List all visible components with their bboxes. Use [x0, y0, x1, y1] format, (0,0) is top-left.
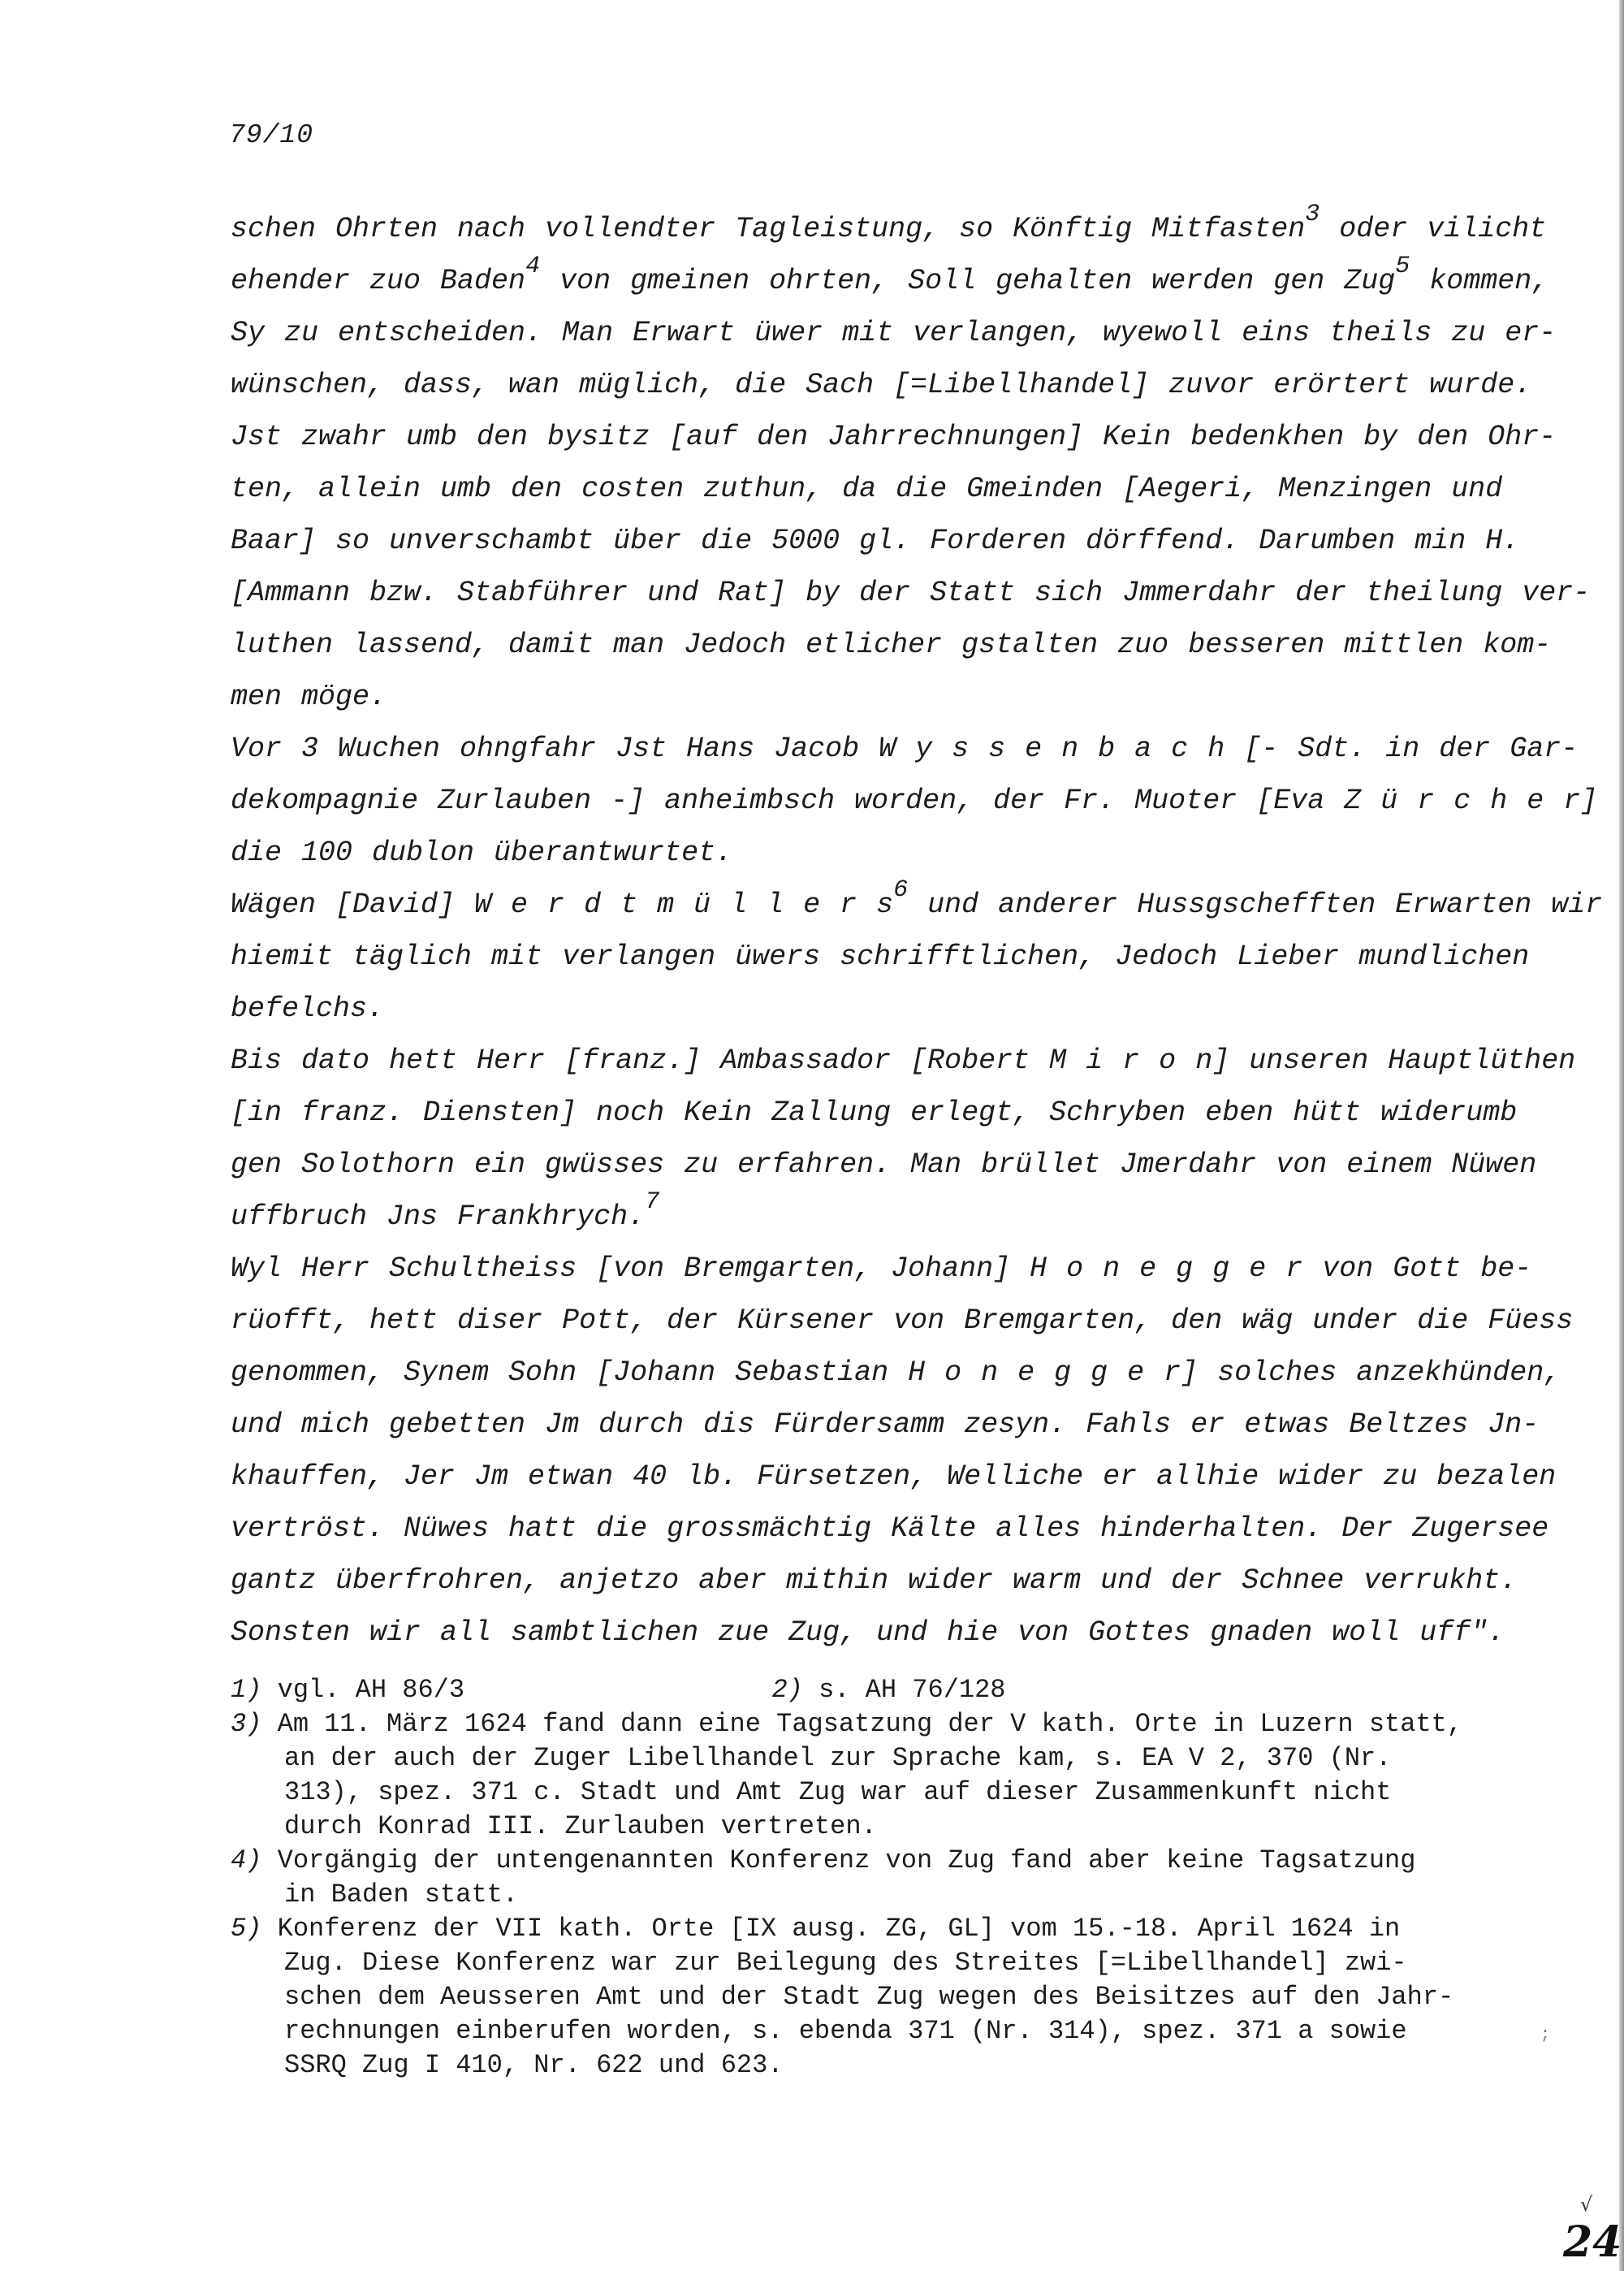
footnote-number: 3) — [231, 1709, 262, 1739]
text-segment: die 100 dublon überantwurtet. — [231, 837, 733, 869]
text-line — [231, 515, 1520, 567]
footnote-text: durch Konrad III. Zurlauben vertreten. — [284, 1811, 877, 1841]
footnote-text: Konferenz der VII kath. Orte [IX ausg. ZG, GL] vom 15.-18. April 1624 in — [277, 1914, 1401, 1944]
footnotes — [231, 1673, 1530, 2083]
text-line — [231, 1188, 1505, 1243]
footnote-marker: 3 — [1305, 201, 1320, 228]
text-line — [231, 201, 1547, 255]
text-segment: kommen, — [1410, 265, 1549, 297]
text-segment: genommen, Synem Sohn [Johann Sebastian H o n e g g e r] solches anzekhünden, — [231, 1356, 1561, 1389]
footnote-text: 313), spez. 371 c. Stadt und Amt Zug war auf dieser Zusammenkunft nicht — [284, 1777, 1392, 1807]
text-segment: hiemit täglich mit verlangen üwers schrifftlichen, Jedoch Lieber mundlichen — [231, 941, 1530, 973]
text-line — [231, 1607, 1505, 1659]
footnote-list — [231, 1707, 1530, 2083]
footnote-row-1-2 — [231, 1673, 1530, 1707]
text-segment: Sy zu entscheiden. Man Erwart üwer mit verlangen, wyewoll eins theils zu er- — [231, 317, 1557, 349]
text-segment: oder vilicht — [1320, 213, 1547, 245]
text-segment: Wyl Herr Schultheiss [von Bremgarten, Johann] H o n e g g e r von Gott be- — [231, 1252, 1532, 1285]
text-segment: Vor 3 Wuchen ohngfahr Jst Hans Jacob W y s s e n b a c h [- Sdt. in der Gar- — [231, 733, 1579, 765]
footnote-text: schen dem Aeusseren Amt und der Stadt Zug wegen des Beisitzes auf den Jahr- — [284, 1982, 1454, 2012]
text-segment: rüofft, hett diser Pott, der Kürsener von Bremgarten, den wäg under die Füess — [231, 1304, 1574, 1337]
text-line — [231, 1555, 1518, 1607]
text-segment: [Ammann bzw. Stabführer und Rat] by der Statt sich Jmmerdahr der theilung ver- — [231, 577, 1591, 609]
text-line — [231, 983, 1505, 1035]
footnote-number: 5) — [231, 1914, 262, 1944]
text-line — [231, 619, 1552, 671]
text-segment: Baar] so unverschambt über die 5000 gl. Forderen dörffend. Darumben min H. — [231, 525, 1520, 557]
text-line — [231, 1295, 1574, 1347]
footnote-text: vgl. AH 86/3 — [277, 1675, 465, 1705]
text-line — [231, 723, 1579, 775]
scan-right-edge — [1619, 0, 1624, 2271]
text-segment: luthen lassend, damit man Jedoch etlicher gstalten zuo besseren mittlen kom- — [231, 629, 1552, 661]
text-segment: uffbruch Jns Frankhrych. — [231, 1200, 646, 1233]
footnote-text: Vorgängig der untengenannten Konferenz von Zug fand aber keine Tagsatzung — [277, 1845, 1416, 1875]
footnote-number: 2) — [771, 1675, 803, 1705]
text-segment: vertröst. Nüwes hatt die grossmächtig Kälte alles hinderhalten. Der Zugersee — [231, 1512, 1549, 1545]
footnote-line — [231, 1980, 1530, 2014]
footnote-text: s. AH 76/128 — [818, 1675, 1006, 1705]
text-line — [231, 1035, 1576, 1087]
text-line — [231, 307, 1557, 359]
footnote-marker: 7 — [645, 1188, 660, 1216]
footnote-line — [231, 1776, 1530, 1810]
footnote-line — [231, 1912, 1530, 1946]
text-segment: wünschen, dass, wan müglich, die Sach [=Libellhandel] zuvor erörtert wurde. — [231, 369, 1532, 401]
text-segment: khauffen, Jer Jm etwan 40 lb. Fürsetzen, Welliche er allhie wider zu bezalen — [231, 1460, 1557, 1493]
footnote-text: in Baden statt. — [284, 1880, 519, 1910]
footnote-line — [231, 2014, 1530, 2048]
text-segment: ten, allein umb den costen zuthun, da die Gmeinden [Aegeri, Menzingen und — [231, 473, 1503, 505]
footnote-line — [231, 1741, 1530, 1776]
text-segment: und mich gebetten Jm durch dis Fürdersamm zesyn. Fahls er etwas Beltzes Jn- — [231, 1408, 1540, 1441]
footnote-line — [231, 1844, 1530, 1878]
text-segment: men möge. — [231, 681, 387, 713]
text-line — [231, 1451, 1557, 1503]
text-segment: Sonsten wir all sambtlichen zue Zug, und hie von Gottes gnaden woll uff". — [231, 1616, 1505, 1649]
text-segment: schen Ohrten nach vollendter Tagleistung, so Könftig Mitfasten — [231, 213, 1306, 245]
text-line — [231, 931, 1530, 983]
footnote-line — [231, 1707, 1530, 1741]
handwritten-checkmark: √ — [1580, 2193, 1593, 2216]
text-segment: gen Solothorn ein gwüsses zu erfahren. Man brüllet Jmerdahr von einem Nüwen — [231, 1148, 1537, 1181]
text-segment: gantz überfrohren, anjetzo aber mithin wider warm und der Schnee verrukht. — [231, 1564, 1518, 1597]
text-segment: Bis dato hett Herr [franz.] Ambassador [Robert M i r o n] unseren Hauptlüthen — [231, 1045, 1576, 1077]
text-line — [231, 463, 1505, 515]
footnote-text: SSRQ Zug I 410, Nr. 622 und 623. — [284, 2050, 784, 2080]
handwritten-page-number: 24 — [1563, 2217, 1622, 2267]
text-line — [231, 1399, 1540, 1451]
text-segment: Jst zwahr umb den bysitz [auf den Jahrrechnungen] Kein bedenkhen by den Ohr- — [231, 421, 1557, 453]
text-line — [231, 775, 1598, 827]
text-line — [231, 253, 1549, 307]
text-line — [231, 567, 1591, 619]
footnote-marker: 6 — [893, 876, 909, 904]
text-line — [231, 671, 1505, 723]
margin-mark: ; — [1540, 2026, 1551, 2044]
text-segment: befelchs. — [231, 993, 385, 1025]
text-line — [231, 1139, 1537, 1191]
footnote-marker: 5 — [1395, 253, 1410, 280]
footnote-line — [231, 2048, 1530, 2083]
footnote-text: rechnungen einberufen worden, s. ebenda 371 (Nr. 314), spez. 371 a sowie — [284, 2016, 1407, 2046]
letter-transcription — [231, 201, 1603, 1659]
text-line — [231, 1243, 1532, 1295]
text-segment: von gmeinen ohrten, Soll gehalten werden gen Zug — [540, 265, 1396, 297]
page-reference: 79/10 — [229, 120, 314, 150]
text-line — [231, 1503, 1549, 1555]
footnote-line — [231, 1946, 1530, 1980]
text-line — [231, 1087, 1518, 1139]
text-segment: Wägen [David] W e r d t m ü l l e r s — [231, 889, 894, 921]
footnote-number: 4) — [231, 1845, 262, 1875]
text-segment: und anderer Hussgschefften Erwarten wir — [908, 889, 1603, 921]
text-line — [231, 876, 1603, 931]
footnote-marker: 4 — [525, 253, 541, 280]
footnote-text: Zug. Diese Konferenz war zur Beilegung des Streites [=Libellhandel] zwi- — [284, 1948, 1407, 1978]
text-line — [231, 411, 1557, 463]
footnote-line — [231, 1878, 1530, 1912]
text-segment: ehender zuo Baden — [231, 265, 526, 297]
footnote-number: 1) — [231, 1675, 262, 1705]
footnote-text: an der auch der Zuger Libellhandel zur Sprache kam, s. EA V 2, 370 (Nr. — [284, 1743, 1392, 1773]
text-line — [231, 827, 1505, 879]
text-segment: [in franz. Diensten] noch Kein Zallung erlegt, Schryben eben hütt widerumb — [231, 1097, 1518, 1129]
footnote-text: Am 11. März 1624 fand dann eine Tagsatzung der V kath. Orte in Luzern statt, — [277, 1709, 1463, 1739]
text-segment: dekompagnie Zurlauben -] anheimbsch worden, der Fr. Muoter [Eva Z ü r c h e r] — [231, 785, 1598, 817]
text-line — [231, 359, 1532, 411]
text-line — [231, 1347, 1561, 1399]
footnote-line — [231, 1810, 1530, 1844]
